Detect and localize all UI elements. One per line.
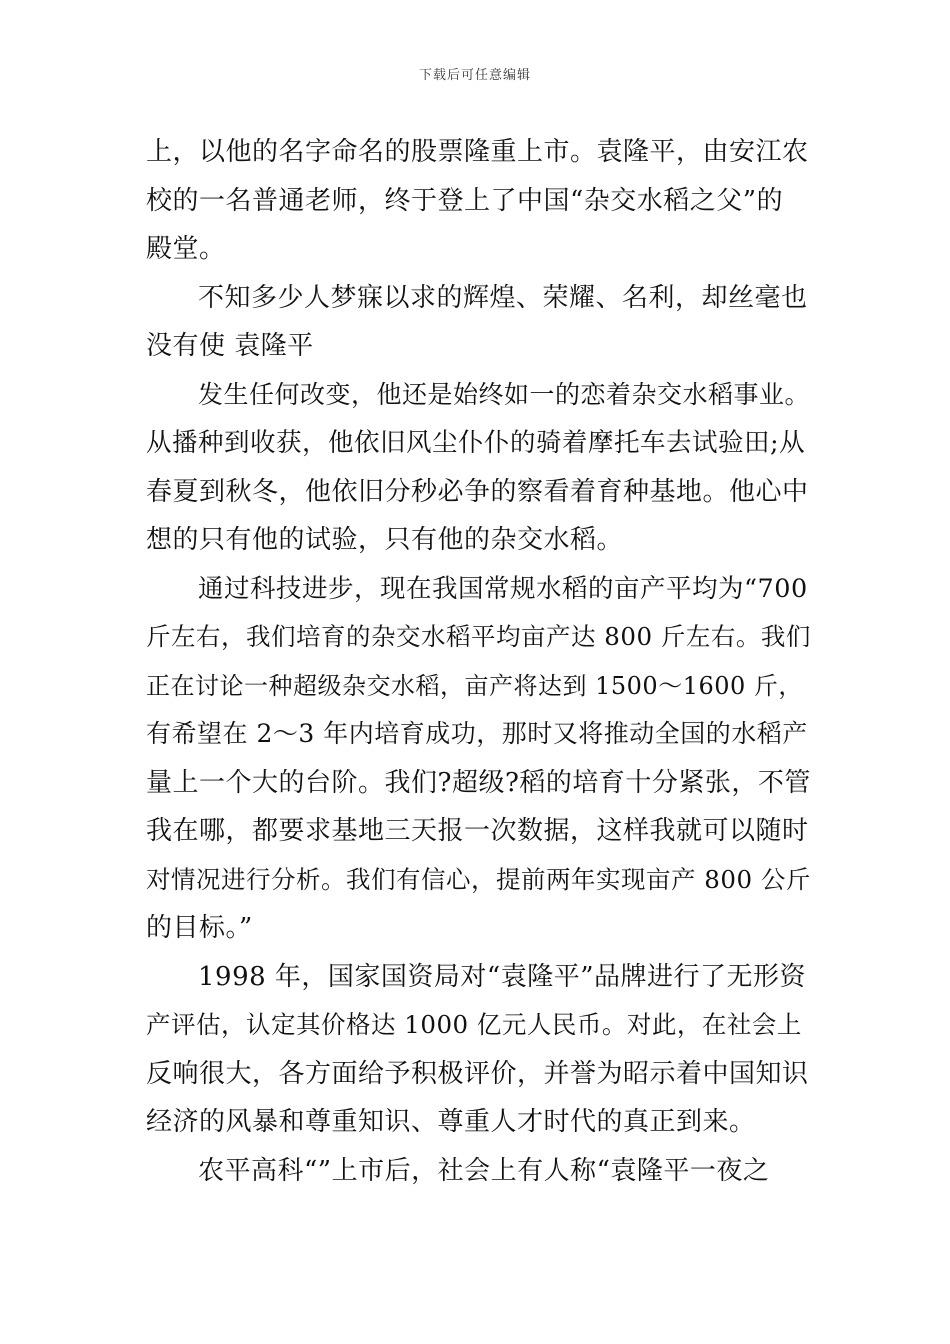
text-line: 对情况进行分析。我们有信心，提前两年实现亩产 800 公斤 [146, 864, 811, 894]
text-line: 没有使 袁隆平 [146, 331, 314, 361]
text-line: 校的一名普通老师，终于登上了中国“杂交水稻之父”的 [146, 185, 784, 216]
text-line: 1998 年，国家国资局对“袁隆平”品牌进行了无形资 [198, 961, 807, 992]
text-line: 的目标。” [146, 913, 253, 943]
text-line: 上，以他的名字命名的股票隆重上市。袁隆平，由安江农 [146, 137, 809, 167]
text-line: 正在讨论一种超级杂交水稻，亩产将达到 1500～1600 斤， [146, 671, 803, 700]
text-line: 产评估，认定其价格达 1000 亿元人民币。对此，在社会上 [146, 1010, 802, 1039]
text-line: 有希望在 2～3 年内培育成功，那时又将推动全国的水稻产 [146, 719, 808, 748]
page-header: 下载后可任意编辑 [418, 68, 531, 83]
text-line: 农平高科“”上市后，社会上有人称“袁隆平一夜之 [198, 1155, 770, 1186]
text-line: 反响很大，各方面给予积极评价，并誉为昭示着中国知识 [146, 1058, 809, 1089]
text-line: 我在哪，都要求基地三天报一次数据，这样我就可以随时 [146, 816, 809, 846]
text-line: 经济的风暴和尊重知识、尊重人才时代的真正到来。 [146, 1107, 756, 1137]
text-line: 春夏到秋冬，他依旧分秒必争的察看着育种基地。他心中 [146, 476, 809, 507]
text-line: 想的只有他的试验，只有他的杂交水稻。 [146, 525, 624, 555]
text-line: 量上一个大的台阶。我们?超级?稻的培育十分紧张，不管 [146, 767, 811, 798]
text-line: 不知多少人梦寐以求的辉煌、荣耀、名利，却丝毫也 [198, 282, 808, 313]
text-line: 斤左右，我们培育的杂交水稻平均亩产达 800 斤左右。我们 [146, 622, 811, 651]
text-line: 殿堂。 [146, 234, 226, 264]
text-line: 从播种到收获，他依旧风尘仆仆的骑着摩托车去试验田;从 [146, 428, 806, 458]
text-line: 通过科技进步，现在我国常规水稻的亩产平均为“700 [198, 573, 808, 604]
text-line: 发生任何改变，他还是始终如一的恋着杂交水稻事业。 [198, 379, 811, 409]
document-body [146, 128, 814, 1195]
